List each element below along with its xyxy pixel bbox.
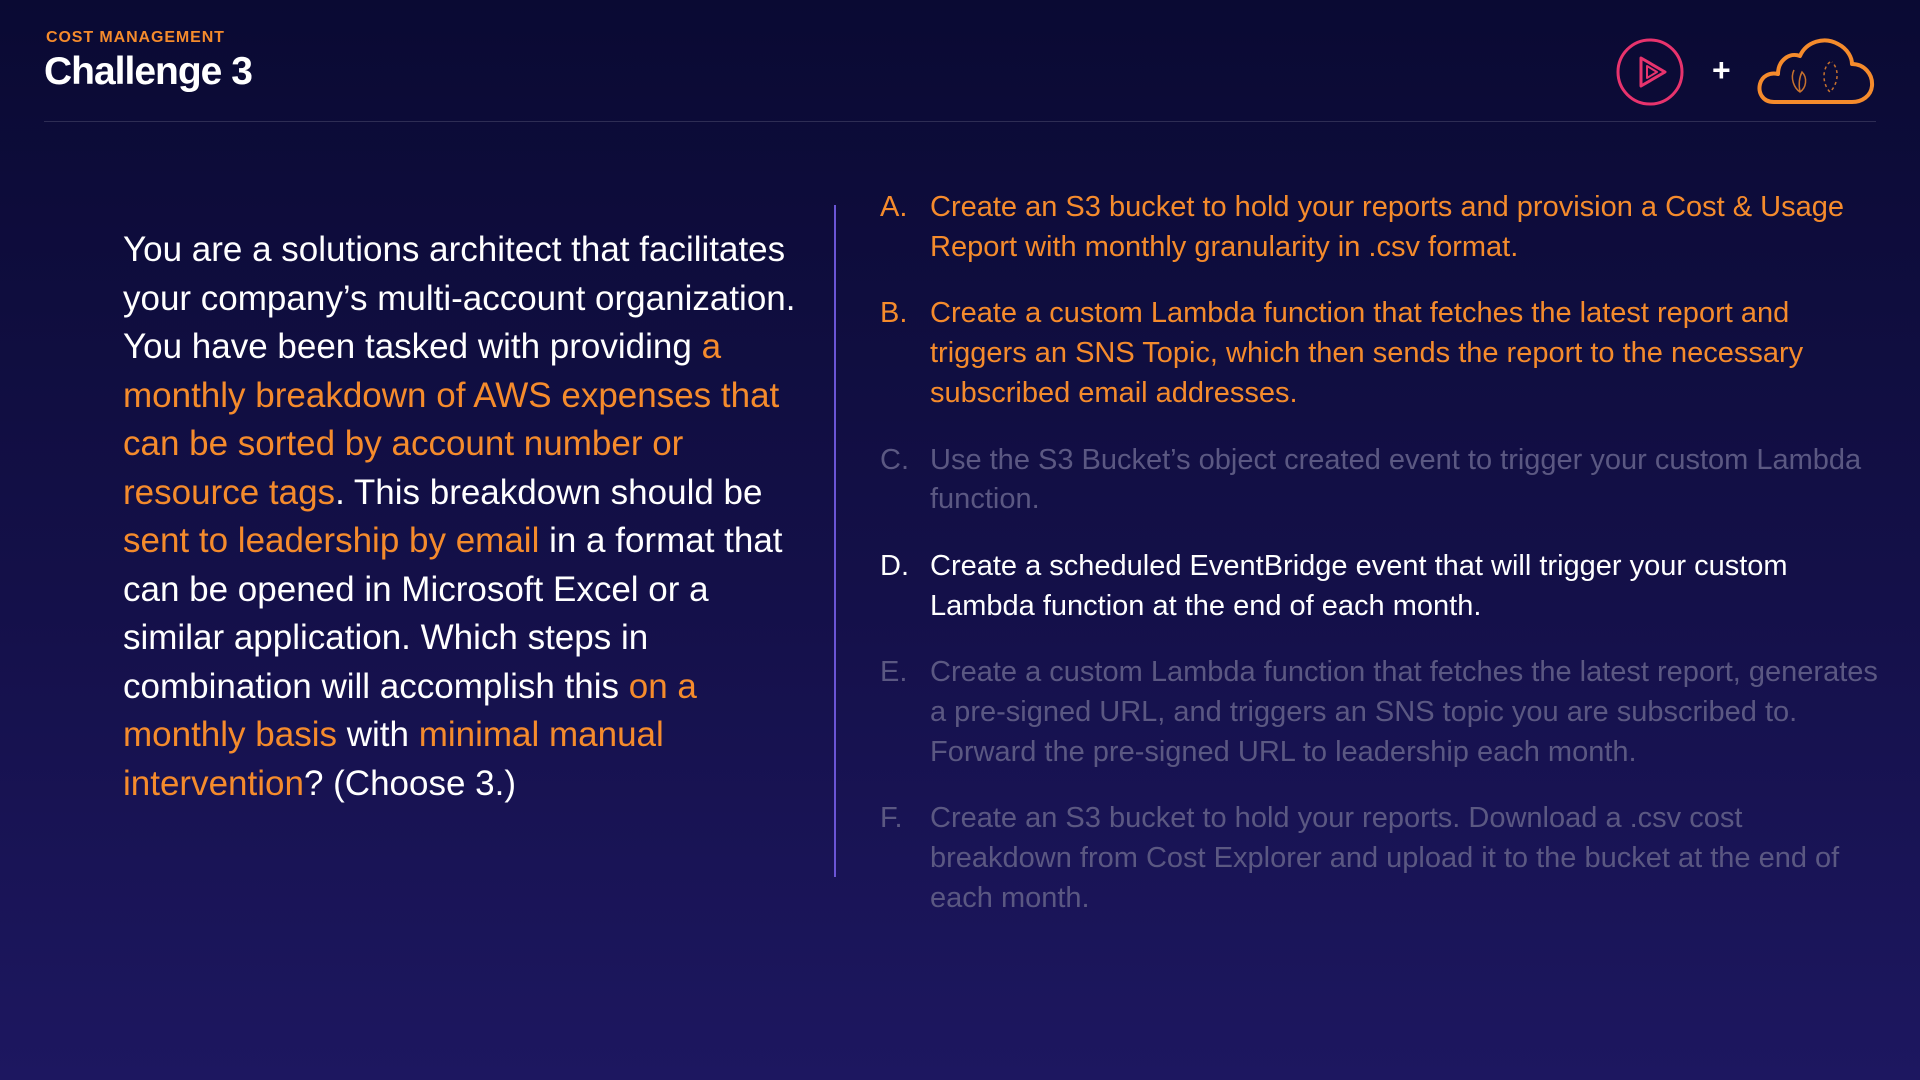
- option-text: Create a custom Lambda function that fetches the latest report and triggers an SNS Topic, which then sends the report to the necessary subscribed email addresses.: [930, 297, 1804, 409]
- plus-icon: +: [1712, 52, 1731, 88]
- question-segment: with: [336, 715, 419, 754]
- option-d: [880, 547, 1880, 626]
- question-segment: in a format that can be opened in Microsoft Excel or a similar application. Which steps in combination will accomplish this: [123, 521, 783, 706]
- option-text: Create a scheduled EventBridge event that will trigger your custom Lambda function at the end of each month.: [930, 549, 1788, 622]
- question-highlight: a monthly breakdown of AWS expenses that can be sorted by account number or resource tags: [123, 327, 780, 512]
- option-b: [880, 294, 1880, 413]
- question-segment: You are a solutions architect that facilitates your company’s multi-account organization. You have been tasked with providing: [123, 230, 796, 366]
- option-text: Create a custom Lambda function that fetches the latest report, generates a pre-signed URL, and triggers an SNS topic you are subscribed to. Forward the pre-signed URL to leadership each month.: [930, 656, 1878, 768]
- option-letter: C.: [880, 443, 909, 476]
- option-text: Create an S3 bucket to hold your reports. Download a .csv cost breakdown from Cost Explorer and upload it to the bucket at the end of each month.: [930, 802, 1840, 914]
- option-text: Use the S3 Bucket’s object created event to trigger your custom Lambda function.: [930, 443, 1862, 516]
- question-segment: . This breakdown should be: [335, 472, 763, 512]
- option-letter: D.: [880, 549, 909, 582]
- option-f: [880, 799, 1880, 918]
- question-segment: ? (Choose 3.): [303, 763, 517, 803]
- question-highlight: sent to leadership by email: [123, 521, 540, 560]
- play-logo-icon: [1616, 38, 1684, 106]
- option-text: Create an S3 bucket to hold your reports and provision a Cost & Usage Report with monthly granularity in .csv format.: [930, 191, 1845, 263]
- option-e: [880, 653, 1880, 772]
- option-letter: F.: [880, 802, 903, 835]
- answer-options: [880, 188, 1880, 946]
- question-highlight: minimal manual intervention: [123, 715, 664, 803]
- brand-logos: [1616, 32, 1876, 112]
- section-kicker: COST MANAGEMENT: [46, 29, 225, 46]
- slide-header: [44, 26, 1876, 122]
- column-divider: [834, 205, 836, 877]
- question-text: [123, 226, 813, 808]
- option-letter: A.: [880, 191, 908, 223]
- option-letter: E.: [880, 656, 908, 689]
- cloud-logo-icon: [1756, 32, 1876, 110]
- option-letter: B.: [880, 297, 908, 330]
- question-highlight: on a monthly basis: [123, 666, 697, 754]
- slide-title: Challenge 3: [44, 50, 252, 93]
- option-c: [880, 441, 1880, 520]
- option-a: [880, 188, 1880, 267]
